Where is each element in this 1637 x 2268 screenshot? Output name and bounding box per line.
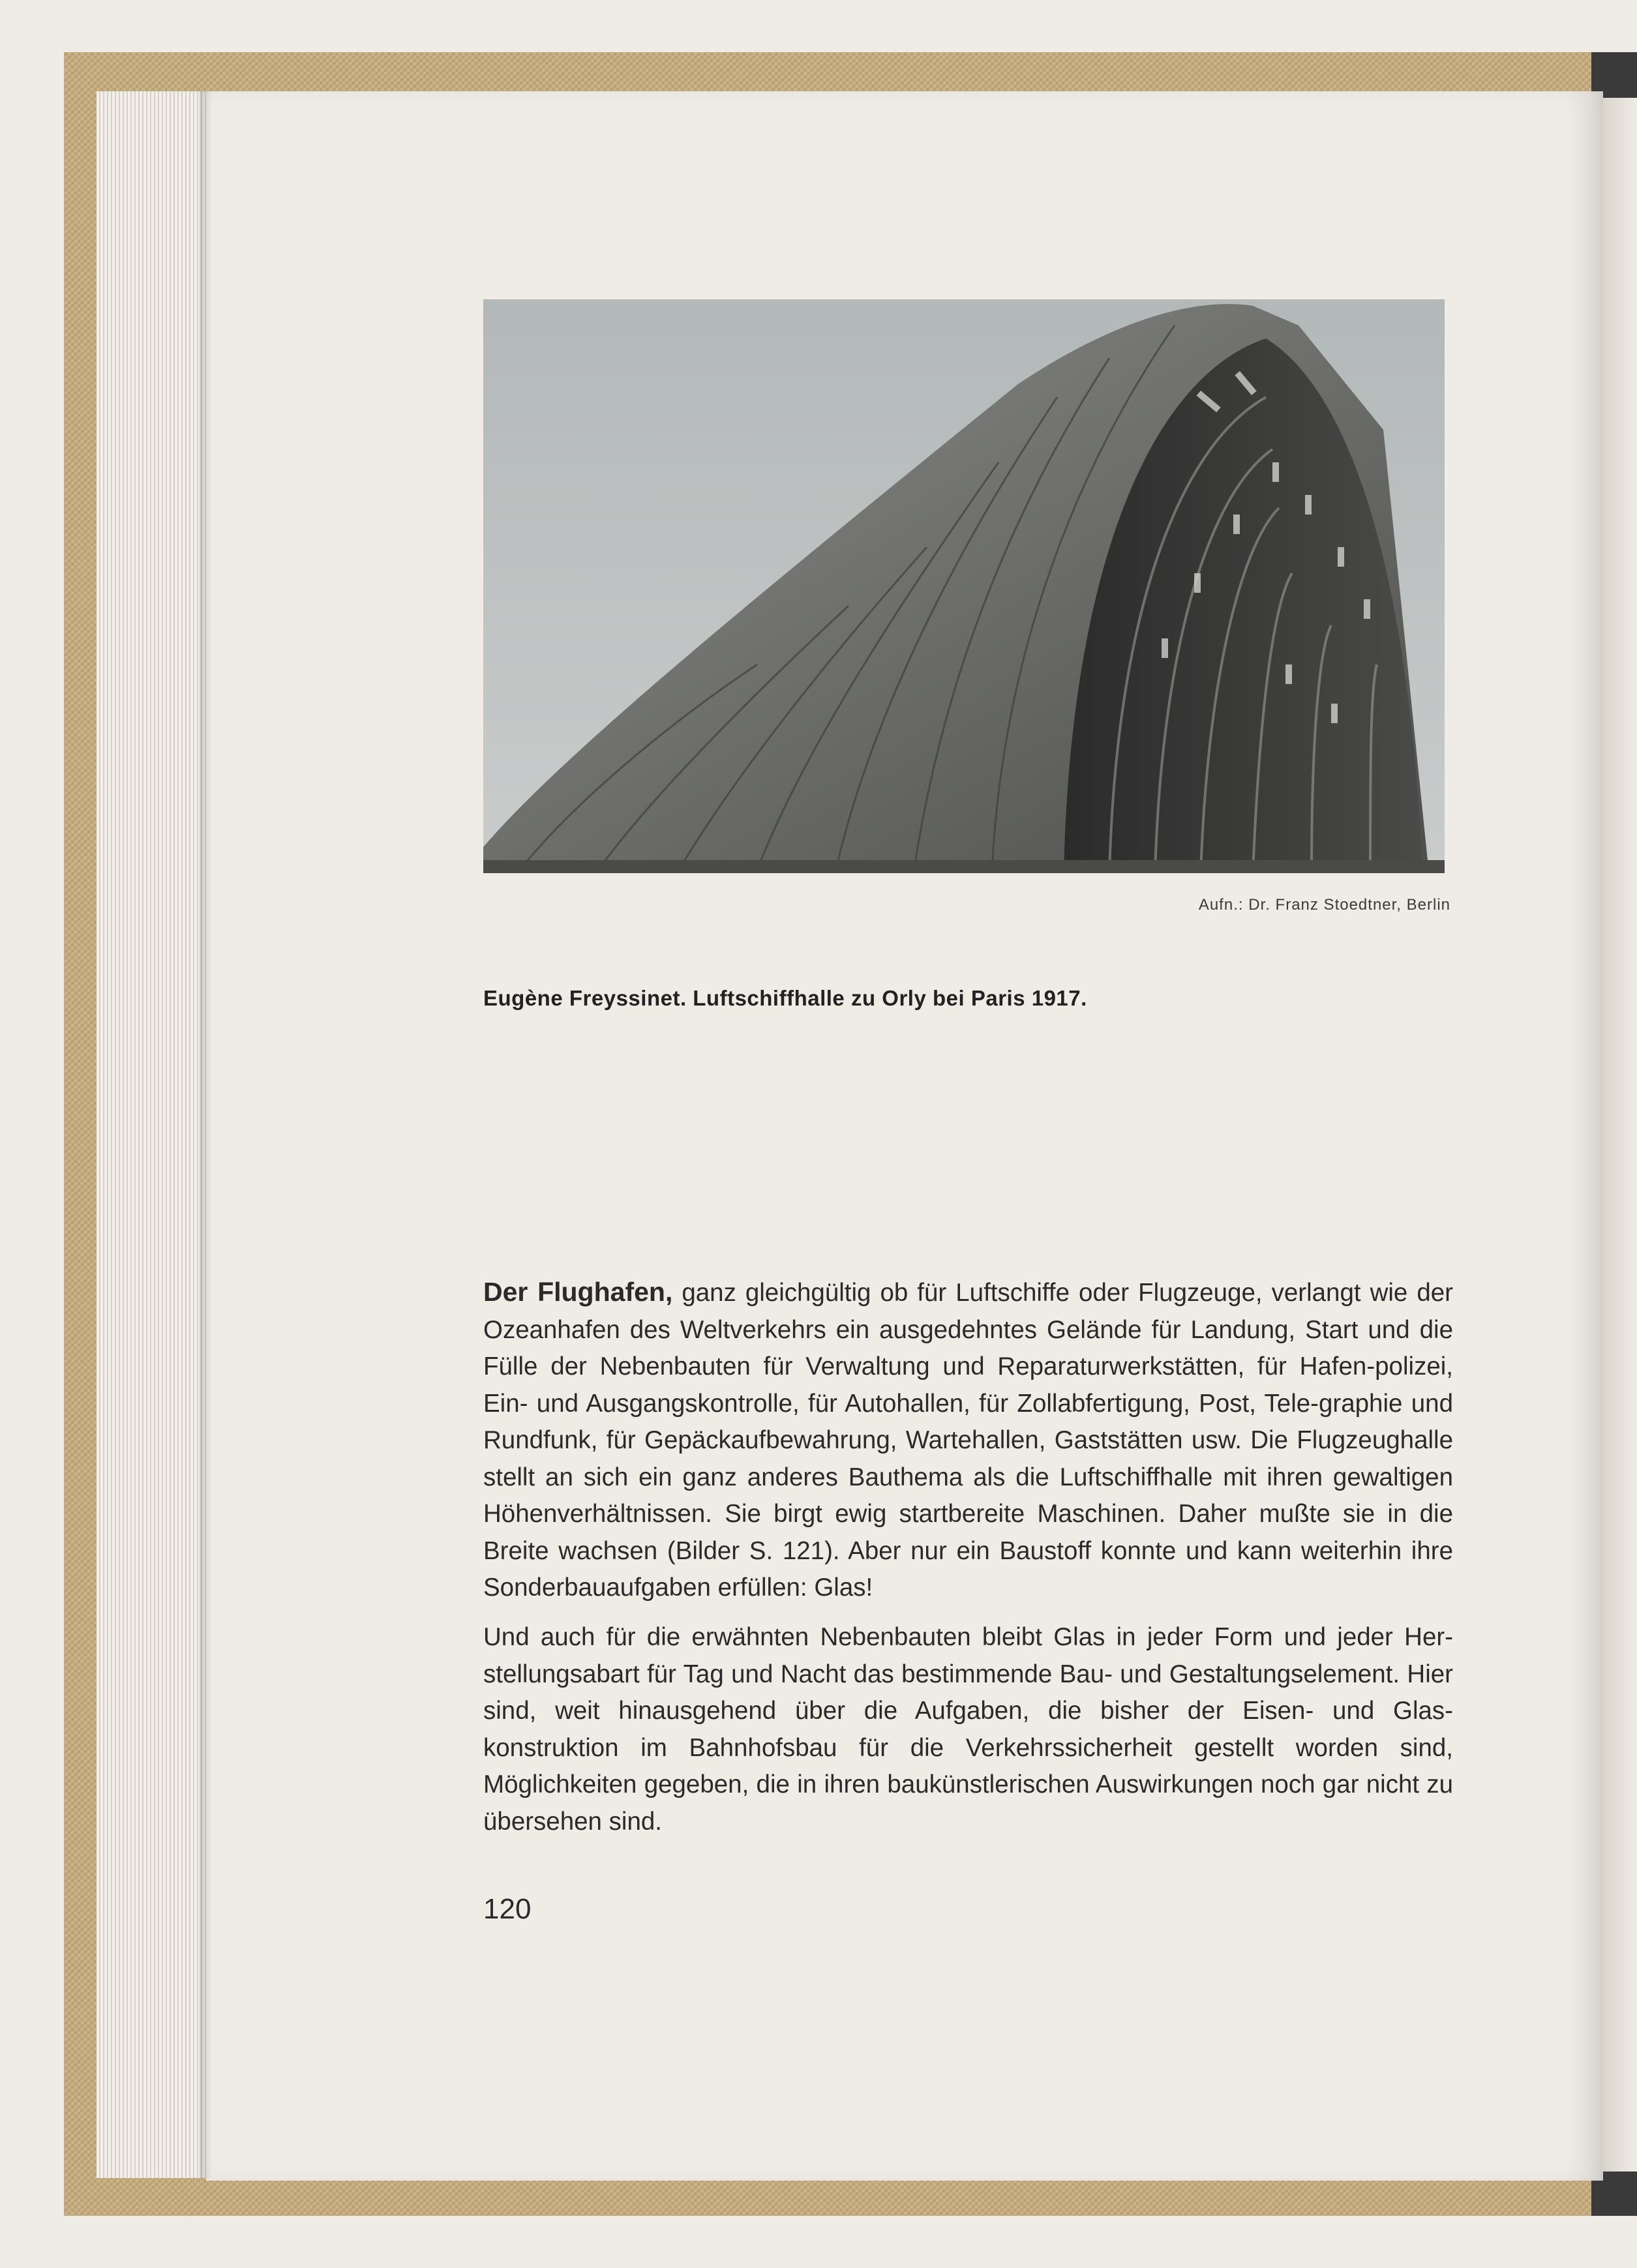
facing-page-edge [1603, 98, 1637, 2171]
airship-hangar-photo [483, 299, 1445, 873]
gutter-shadow [200, 91, 213, 2178]
page-edges [97, 91, 209, 2178]
paragraph-lead: Der Flughafen, [483, 1277, 673, 1307]
photo-credit: Aufn.: Dr. Franz Stoedtner, Berlin [1198, 896, 1450, 914]
page-number: 120 [483, 1893, 532, 1925]
body-paragraph-1 [483, 1274, 1453, 1607]
figure-caption: Eugène Freyssinet. Luftschiffhalle zu Orly bei Paris 1917. [483, 986, 1087, 1010]
paragraph-1-text: ganz gleichgültig ob für Luftschiffe oder Flugzeuge, verlangt wie der Ozeanhafen des Weltverkehrs ein ausgedehntes Gelände für Landung, Start und die Fülle der Nebenbauten für Verwaltung und Reparaturwerkstätten, für Hafen-polizei, Ein- und Ausgangskontrolle, für Autohallen, für Zollabfertigung, Post, Tele-graphie und Rundfunk, für Gepäckaufbewahrung, Wartehallen, Gaststätten usw. Die Flugzeughalle stellt an sich ein ganz anderes Bauthema als die Luftschiffhalle mit ihren gewaltigen Höhenverhältnissen. Sie birgt ewig startbereite Maschinen. Daher mußte sie in die Breite wachsen (Bilder S. 121). Aber nur ein Baustoff konnte und kann weiterhin ihre Sonderbauaufgaben erfüllen: Glas! [483, 1279, 1453, 1602]
body-paragraph-2: Und auch für die erwähnten Nebenbauten bleibt Glas in jeder Form und jeder Her-stellungsabart für Tag und Nacht das bestimmende Bau- und Gestaltungselement. Hier sind, weit hinausgehend über die Aufgaben, die bisher der Eisen- und Glas-konstruktion im Bahnhofsbau für die Verkehrssicherheit gestellt worden sind, Möglichkeiten gegeben, die in ihren baukünstlerischen Auswirkungen noch gar nicht zu übersehen sind. [483, 1623, 1453, 1836]
